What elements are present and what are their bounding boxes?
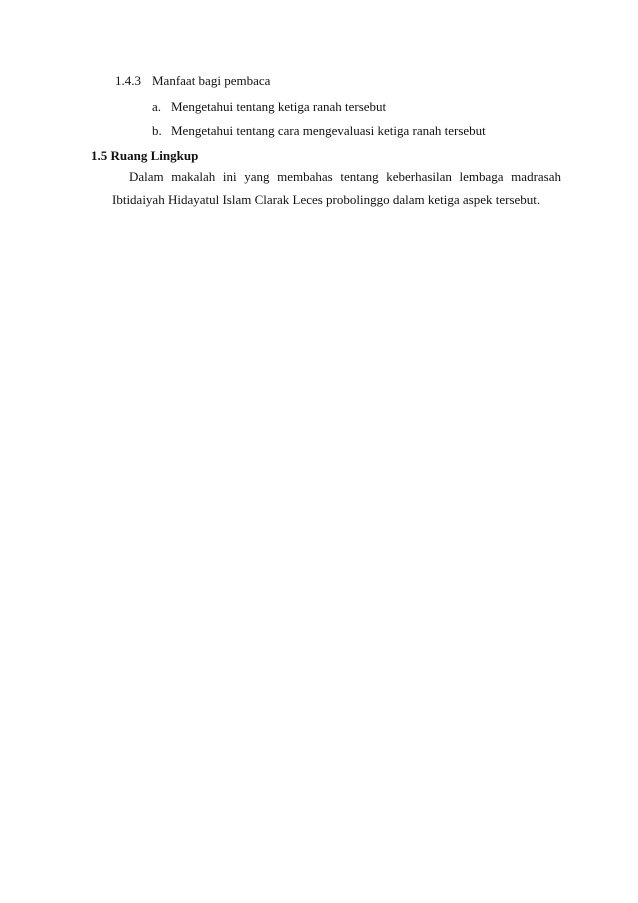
paragraph-line-2: Ibtidaiyah Hidayatul Islam Clarak Leces probolinggo dalam ketiga aspek tersebut. bbox=[112, 192, 541, 207]
subsection-number: 1.4.3 bbox=[115, 73, 141, 88]
paragraph-line-1: Dalam makalah ini yang membahas tentang keberhasilan lembaga madrasah bbox=[129, 169, 561, 184]
list-marker: a. bbox=[152, 99, 162, 114]
section-heading: 1.5 Ruang Lingkup bbox=[91, 148, 199, 163]
list-item-text: Mengetahui tentang ketiga ranah tersebut bbox=[171, 99, 387, 114]
list-item bbox=[152, 123, 486, 139]
list-item bbox=[152, 99, 386, 115]
list-item-text: Mengetahui tentang cara mengevaluasi ketiga ranah tersebut bbox=[171, 123, 486, 138]
list-marker: b. bbox=[152, 123, 162, 138]
subsection-title: Manfaat bagi pembaca bbox=[152, 73, 271, 88]
